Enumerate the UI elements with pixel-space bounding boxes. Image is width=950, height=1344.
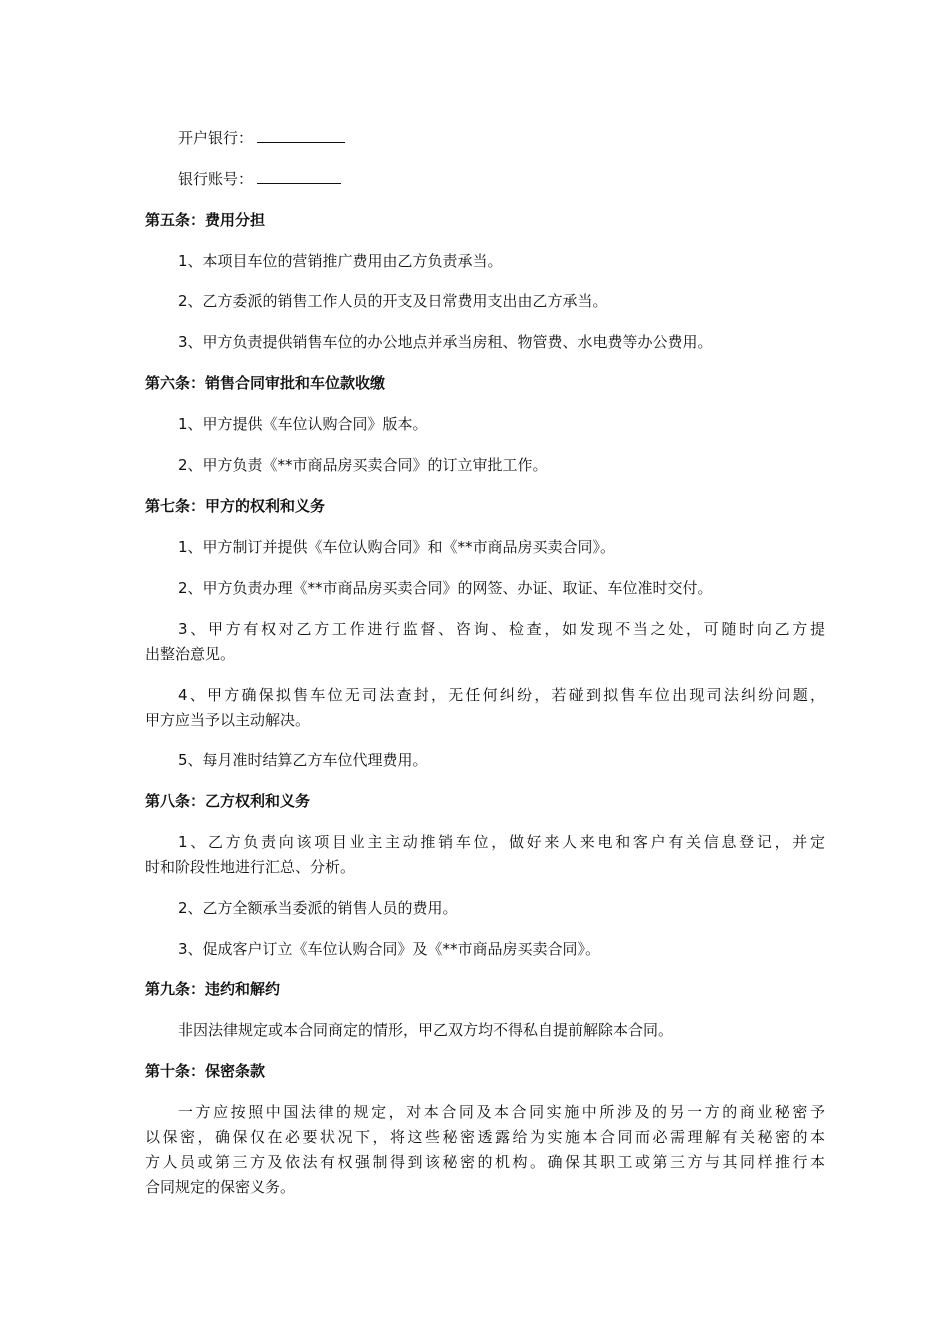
article-8-title: 第八条：乙方权利和义务 [145, 792, 311, 810]
article-7-item-3-line-1: 3、甲方有权对乙方工作进行监督、咨询、检查，如发现不当之处，可随时向乙方提 [178, 620, 825, 638]
article-5-item-2: 2、乙方委派的销售工作人员的开支及日常费用支出由乙方承当。 [178, 292, 608, 310]
bank-account-field [178, 166, 825, 192]
article-6-item-2: 2、甲方负责《**市商品房买卖合同》的订立审批工作。 [178, 456, 548, 474]
article-7-title: 第七条：甲方的权利和义务 [145, 497, 326, 515]
article-10-title: 第十条：保密条款 [145, 1062, 266, 1080]
article-10-line-3: 方人员或第三方及依法有权强制得到该秘密的机构。确保其职工或第三方与其同样推行本 [145, 1153, 825, 1171]
bank-open-label: 开户银行： [178, 129, 254, 147]
article-6-item-1: 1、甲方提供《车位认购合同》版本。 [178, 415, 428, 433]
bank-account-label: 银行账号： [178, 170, 254, 188]
article-7-item-4-line-1: 4、甲方确保拟售车位无司法查封，无任何纠纷，若碰到拟售车位出现司法纠纷问题， [178, 686, 825, 704]
bank-open-blank [257, 128, 345, 143]
article-7-item-5: 5、每月准时结算乙方车位代理费用。 [178, 751, 428, 769]
bank-open-field [178, 125, 825, 151]
article-7-item-3-line-2: 出整治意见。 [145, 645, 236, 663]
article-9-text: 非因法律规定或本合同商定的情形，甲乙双方均不得私自提前解除本合同。 [178, 1021, 674, 1039]
article-5-item-3: 3、甲方负责提供销售车位的办公地点并承当房租、物管费、水电费等办公费用。 [178, 333, 713, 351]
article-10-line-1: 一方应按照中国法律的规定，对本合同及本合同实施中所涉及的另一方的商业秘密予 [178, 1103, 825, 1121]
bank-account-blank [257, 169, 341, 184]
article-8-item-1-line-2: 时和阶段性地进行汇总、分析。 [145, 858, 356, 876]
article-10-line-2: 以保密，确保仅在必要状况下，将这些秘密透露给为实施本合同而必需理解有关秘密的本 [145, 1128, 825, 1146]
article-7-item-1: 1、甲方制订并提供《车位认购合同》和《**市商品房买卖合同》。 [178, 538, 616, 556]
article-8-item-1-line-1: 1、乙方负责向该项目业主主动推销车位，做好来人来电和客户有关信息登记，并定 [178, 833, 825, 851]
article-8-item-3: 3、促成客户订立《车位认购合同》及《**市商品房买卖合同》。 [178, 940, 601, 958]
article-10-line-4: 合同规定的保密义务。 [145, 1178, 296, 1196]
article-8-item-2: 2、乙方全额承当委派的销售人员的费用。 [178, 899, 458, 917]
article-5-item-1: 1、本项目车位的营销推广费用由乙方负责承当。 [178, 252, 503, 270]
article-7-item-4-line-2: 甲方应当予以主动解决。 [145, 711, 311, 729]
article-6-title: 第六条：销售合同审批和车位款收缴 [145, 374, 386, 392]
article-7-item-2: 2、甲方负责办理《**市商品房买卖合同》的网签、办证、取证、车位准时交付。 [178, 579, 713, 597]
article-5-title: 第五条：费用分担 [145, 211, 266, 229]
article-9-title: 第九条：违约和解约 [145, 980, 281, 998]
